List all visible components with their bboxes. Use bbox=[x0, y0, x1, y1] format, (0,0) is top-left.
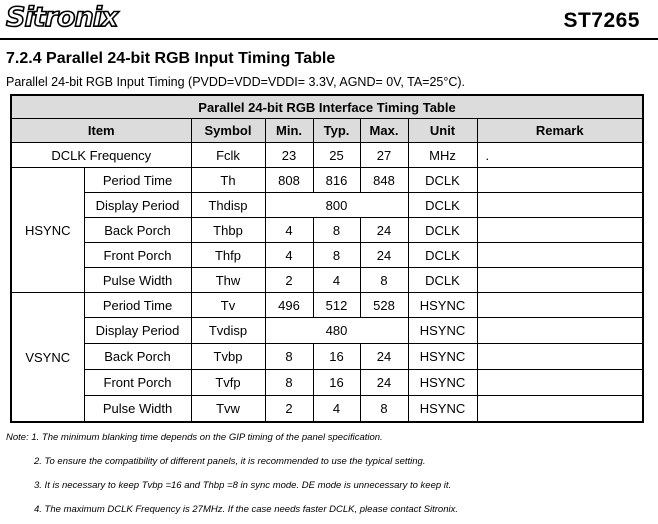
symbol-cell: Tvdisp bbox=[191, 318, 265, 344]
note-2: 2. To ensure the compatibility of different panels, it is recommended to use the typical setting. bbox=[34, 456, 426, 467]
unit-cell: DCLK bbox=[408, 268, 477, 293]
remark-cell bbox=[477, 293, 643, 318]
remark-cell bbox=[477, 370, 643, 396]
table-row bbox=[11, 218, 643, 243]
table-row bbox=[11, 193, 643, 218]
min-cell: 2 bbox=[265, 268, 313, 293]
column-header-unit: Unit bbox=[408, 119, 477, 143]
min-cell: 808 bbox=[265, 168, 313, 193]
max-cell: 27 bbox=[360, 143, 408, 168]
param-cell: Pulse Width bbox=[84, 268, 191, 293]
unit-cell: HSYNC bbox=[408, 318, 477, 344]
table-row bbox=[11, 396, 643, 423]
column-header-symbol: Symbol bbox=[191, 119, 265, 143]
max-cell: 24 bbox=[360, 218, 408, 243]
param-cell: Back Porch bbox=[84, 218, 191, 243]
param-cell: Front Porch bbox=[84, 243, 191, 268]
table-row bbox=[11, 143, 643, 168]
sitronix-logo: Sitronix bbox=[6, 2, 118, 33]
remark-cell bbox=[477, 396, 643, 423]
value-cell: 480 bbox=[265, 318, 408, 344]
note-4: 4. The maximum DCLK Frequency is 27MHz. If the case needs faster DCLK, please contact Sitronix. bbox=[34, 504, 458, 515]
table-header-row bbox=[11, 119, 643, 143]
symbol-cell: Thdisp bbox=[191, 193, 265, 218]
typ-cell: 16 bbox=[313, 370, 360, 396]
min-cell: 8 bbox=[265, 370, 313, 396]
symbol-cell: Thw bbox=[191, 268, 265, 293]
column-header-item: Item bbox=[11, 119, 191, 143]
unit-cell: DCLK bbox=[408, 218, 477, 243]
min-cell: 4 bbox=[265, 218, 313, 243]
remark-cell bbox=[477, 318, 643, 344]
max-cell: 24 bbox=[360, 370, 408, 396]
remark-cell bbox=[477, 344, 643, 370]
section-subtitle: Parallel 24-bit RGB Input Timing (PVDD=VDD=VDDI= 3.3V, AGND= 0V, TA=25°C). bbox=[6, 75, 466, 89]
max-cell: 8 bbox=[360, 268, 408, 293]
unit-cell: HSYNC bbox=[408, 370, 477, 396]
remark-cell bbox=[477, 268, 643, 293]
param-cell: Period Time bbox=[84, 293, 191, 318]
table-row bbox=[11, 268, 643, 293]
unit-cell: DCLK bbox=[408, 243, 477, 268]
remark-cell bbox=[477, 243, 643, 268]
table-row bbox=[11, 318, 643, 344]
table-row bbox=[11, 168, 643, 193]
symbol-cell: Tvfp bbox=[191, 370, 265, 396]
max-cell: 848 bbox=[360, 168, 408, 193]
table-row bbox=[11, 243, 643, 268]
symbol-cell: Tvw bbox=[191, 396, 265, 423]
section-title: 7.2.4 Parallel 24-bit RGB Input Timing Table bbox=[6, 50, 336, 67]
min-cell: 496 bbox=[265, 293, 313, 318]
min-cell: 8 bbox=[265, 344, 313, 370]
typ-cell: 4 bbox=[313, 268, 360, 293]
unit-cell: MHz bbox=[408, 143, 477, 168]
param-cell: Period Time bbox=[84, 168, 191, 193]
typ-cell: 4 bbox=[313, 396, 360, 423]
symbol-cell: Thbp bbox=[191, 218, 265, 243]
param-cell: Front Porch bbox=[84, 370, 191, 396]
item-cell: DCLK Frequency bbox=[11, 143, 191, 168]
param-cell: Pulse Width bbox=[84, 396, 191, 423]
remark-cell bbox=[477, 193, 643, 218]
symbol-cell: Tvbp bbox=[191, 344, 265, 370]
unit-cell: HSYNC bbox=[408, 396, 477, 423]
remark-cell bbox=[477, 168, 643, 193]
note-1: Note: 1. The minimum blanking time depends on the GIP timing of the panel specification. bbox=[6, 432, 383, 443]
table-row bbox=[11, 293, 643, 318]
table-row bbox=[11, 344, 643, 370]
column-header-min: Min. bbox=[265, 119, 313, 143]
max-cell: 8 bbox=[360, 396, 408, 423]
header-rule bbox=[0, 38, 658, 40]
table-caption: Parallel 24-bit RGB Interface Timing Table bbox=[11, 95, 643, 119]
param-cell: Display Period bbox=[84, 318, 191, 344]
typ-cell: 16 bbox=[313, 344, 360, 370]
symbol-cell: Thfp bbox=[191, 243, 265, 268]
table-row bbox=[11, 370, 643, 396]
min-cell: 2 bbox=[265, 396, 313, 423]
unit-cell: DCLK bbox=[408, 193, 477, 218]
typ-cell: 8 bbox=[313, 218, 360, 243]
typ-cell: 816 bbox=[313, 168, 360, 193]
column-header-max: Max. bbox=[360, 119, 408, 143]
unit-cell: DCLK bbox=[408, 168, 477, 193]
min-cell: 23 bbox=[265, 143, 313, 168]
column-header-typ: Typ. bbox=[313, 119, 360, 143]
remark-cell: . bbox=[477, 143, 643, 168]
min-cell: 4 bbox=[265, 243, 313, 268]
note-3: 3. It is necessary to keep Tvbp =16 and Thbp =8 in sync mode. DE mode is unnecessary to keep it. bbox=[34, 480, 452, 491]
typ-cell: 8 bbox=[313, 243, 360, 268]
model-number: ST7265 bbox=[563, 9, 640, 32]
unit-cell: HSYNC bbox=[408, 293, 477, 318]
value-cell: 800 bbox=[265, 193, 408, 218]
group-label-vsync: VSYNC bbox=[11, 293, 84, 423]
max-cell: 528 bbox=[360, 293, 408, 318]
symbol-cell: Fclk bbox=[191, 143, 265, 168]
max-cell: 24 bbox=[360, 243, 408, 268]
unit-cell: HSYNC bbox=[408, 344, 477, 370]
param-cell: Display Period bbox=[84, 193, 191, 218]
column-header-remark: Remark bbox=[477, 119, 643, 143]
symbol-cell: Tv bbox=[191, 293, 265, 318]
symbol-cell: Th bbox=[191, 168, 265, 193]
timing-table bbox=[10, 94, 644, 423]
max-cell: 24 bbox=[360, 344, 408, 370]
remark-cell bbox=[477, 218, 643, 243]
typ-cell: 25 bbox=[313, 143, 360, 168]
group-label-hsync: HSYNC bbox=[11, 168, 84, 293]
typ-cell: 512 bbox=[313, 293, 360, 318]
param-cell: Back Porch bbox=[84, 344, 191, 370]
